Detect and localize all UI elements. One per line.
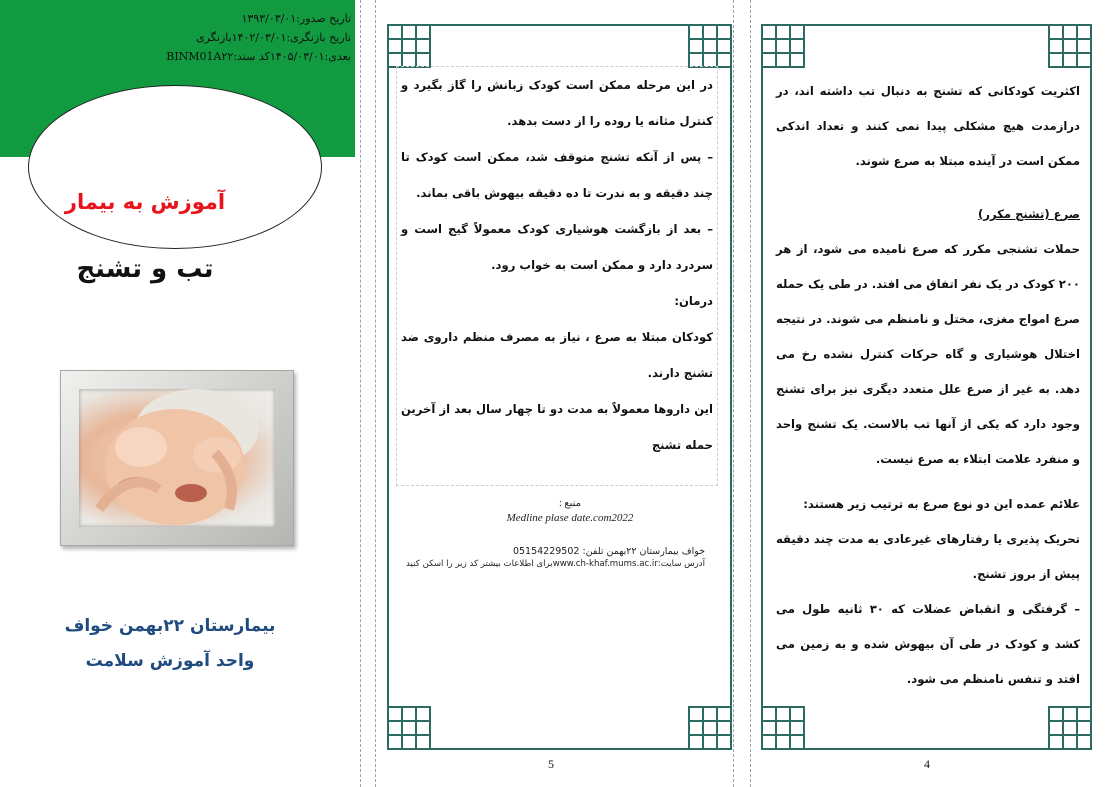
symptoms-heading: علائم عمده این دو نوع صرع به ترتیب زیر هستند:: [803, 497, 1080, 511]
main-title: تب و تشنج: [76, 254, 214, 284]
health-education-unit: واحد آموزش سلامت: [85, 651, 255, 671]
paragraph: کودکان مبتلا به صرع ، نیاز به مصرف منظم داروی ضد تشنج دارند.: [401, 330, 713, 380]
epilepsy-heading: صرع (تشنج مکرر): [977, 207, 1080, 221]
cover-panel: [0, 0, 355, 787]
paragraph: – گرفتگی و انقباض عضلات که ۳۰ ثانیه طول می کشد و کودک در طی آن بیهوش شده و به زمین می افتد و تنفس نامنظم می شود.: [776, 602, 1080, 686]
source-block: [440, 498, 700, 524]
paragraph: تحریک پذیری یا رفتارهای غیرعادی به مدت چند دقیقه پیش از بروز تشنج.: [776, 532, 1080, 581]
fold-guide: [375, 0, 376, 787]
issue-date: تاریخ صدور:۱۳۹۳/۰۳/۰۱: [241, 12, 351, 25]
source-reference: Medline plase date.com2022: [506, 512, 634, 524]
paragraph: اکثریت کودکانی که تشنج به دنبال تب داشته اند، در درازمدت هیچ مشکلی پیدا نمی کنند و تعداد اندکی ممکن است در آینده مبتلا به صرع شوند.: [776, 84, 1080, 168]
website-line: آدرس سایت:www.ch-khaf.mums.ac.irبرای اطلاعات بیشتر کد زیر را اسکن کنید: [406, 559, 705, 569]
corner-ornament: [761, 706, 805, 750]
contact-block: [405, 546, 705, 570]
patient-education-title: آموزش به بیمار: [64, 190, 226, 214]
next-review-doc-code: بعدی:۱۴۰۵/۰۳/۰۱کد سند:BINM01A۲۲: [166, 50, 351, 63]
title-oval: [28, 85, 322, 249]
fold-guide: [733, 0, 734, 787]
paragraph: حملات تشنجی مکرر که صرع نامیده می شود، از هر ۲۰۰ کودک در یک نفر اتفاق می افتد. در طی یک حمله صرع امواج مغزی، مختل و نامنظم می شوند. در نتیجه اختلال هوشیاری و گاه حرکات کنترل نشده رخ می دهد. به غیر از صرع علل متعدد دیگری نیز برای تشنج وجود دارد که یکی از آنها تب بالاست. یک تشنج واحد و منفرد علامت ابتلاء به صرع نیست.: [776, 242, 1080, 466]
fold-guide: [750, 0, 751, 787]
paragraph: در این مرحله ممکن است کودک زبانش را گاز بگیرد و کنترل مثانه یا روده را از دست بدهد.: [401, 78, 713, 128]
fold-guide: [360, 0, 361, 787]
corner-ornament: [387, 706, 431, 750]
paragraph: این داروها معمولاً به مدت دو تا چهار سال بعد از آخرین حمله تشنج: [401, 402, 713, 452]
phone-line: خواف بیمارستان ۲۲بهمن تلفن: 05154229502: [512, 546, 705, 557]
treatment-heading: درمان:: [674, 294, 713, 308]
corner-ornament: [688, 24, 732, 68]
source-label: منبع :: [559, 498, 581, 509]
corner-ornament: [761, 24, 805, 68]
corner-ornament: [688, 706, 732, 750]
page-5-body: [396, 66, 718, 486]
paragraph: – پس از آنکه تشنج متوقف شد، ممکن است کودک تا چند دقیقه و به ندرت تا ده دقیقه بیهوش باقی بماند.: [401, 150, 713, 200]
review-date: تاریخ بازنگری:۱۴۰۲/۰۳/۰۱بازنگری: [196, 31, 351, 44]
corner-ornament: [387, 24, 431, 68]
page-number-5: 5: [548, 757, 554, 771]
paragraph: – بعد از بازگشت هوشیاری کودک معمولاً گیج است و سردرد دارد و ممکن است به خواب رود.: [401, 222, 713, 272]
hospital-name: بیمارستان ۲۲بهمن خواف: [64, 616, 276, 636]
photo-frame: [60, 370, 294, 546]
page-number-4: 4: [924, 757, 930, 771]
crying-baby-photo: [79, 389, 275, 527]
corner-ornament: [1048, 706, 1092, 750]
corner-ornament: [1048, 24, 1092, 68]
page-4-body: [776, 74, 1080, 697]
